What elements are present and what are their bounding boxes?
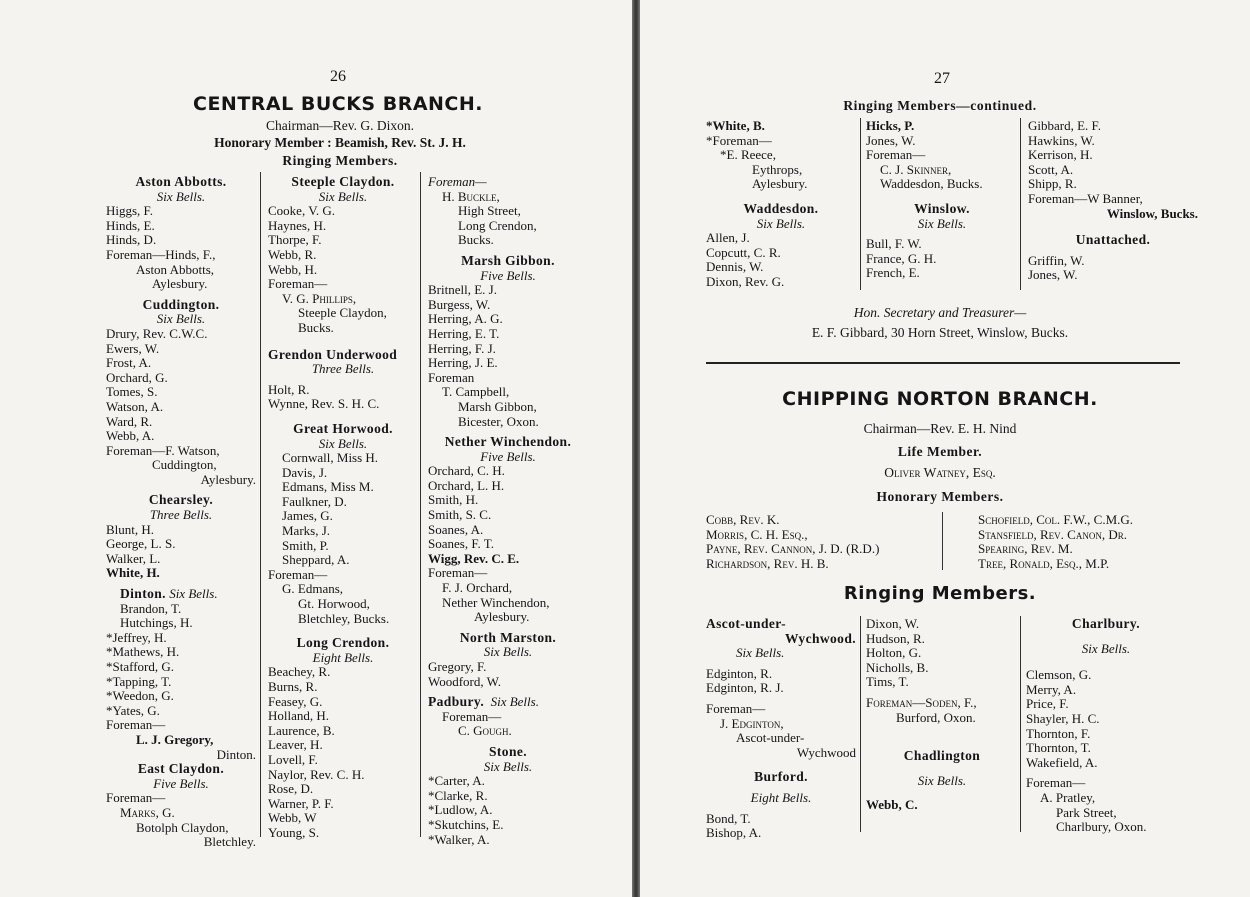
member-entry: Ward, R. [106, 413, 153, 429]
member-entry: Nicholls, B. [866, 659, 929, 675]
member-entry: Sheppard, A. [282, 552, 350, 568]
member-entry: Gregory, F. [428, 659, 487, 674]
foreman-label: Foreman— [106, 717, 166, 733]
member-entry: Jones, W. [1028, 267, 1078, 283]
member-entry: Herring, A. G. [428, 311, 503, 327]
member-entry: Dennis, W. [706, 259, 764, 275]
bells-label: Three Bells. [311, 361, 375, 377]
member-entry: White, H. [106, 565, 160, 581]
address-line: Long Crendon, [458, 217, 537, 233]
chairman-line: Chairman—Rev. G. Dixon. [266, 118, 414, 133]
member-entry: Herring, F. J. [428, 340, 496, 356]
address-line: Cuddington, [152, 457, 217, 473]
member-entry: Price, F. [1026, 696, 1069, 712]
column-divider [942, 512, 943, 570]
bells-label: Five Bells. [153, 775, 209, 791]
member-entry: Webb, C. [866, 797, 918, 813]
member-entry: Soanes, F. T. [428, 536, 495, 552]
member-entry: Tomes, S. [106, 384, 158, 400]
tower-heading: Cuddington. [142, 296, 220, 312]
member-entry: Marks, J. [282, 523, 331, 539]
member-entry: Lovell, F. [268, 751, 318, 767]
member-entry: Orchard, G. [106, 369, 168, 385]
member-entry: Thornton, F. [1026, 725, 1091, 741]
foreman-label: Foreman— [106, 790, 166, 806]
member-entry: Hinds, D. [106, 232, 157, 248]
member-entry: James, G. [282, 508, 333, 524]
member-entry: Hinds, E. [106, 217, 155, 233]
honorary-member: Richardson, Rev. H. B. [706, 555, 829, 571]
member-entry: Griffin, W. [1028, 252, 1085, 268]
member-entry: Shipp, R. [1028, 176, 1077, 192]
member-entry: Higgs, F. [106, 203, 153, 219]
member-entry: Tims, T. [866, 674, 909, 690]
ringing-members-heading: Ringing Members. [843, 583, 1037, 604]
honorary-member: Cobb, Rev. K. [706, 512, 780, 527]
tower-heading: North Marston. [459, 629, 557, 645]
address-line: Bletchley. [203, 834, 256, 850]
member-entry: Kerrison, H. [1028, 147, 1093, 163]
member-entry: Herring, E. T. [428, 325, 500, 341]
honorary-member: Schofield, Col. F.W., C.M.G. [978, 512, 1134, 527]
tower-heading: Chearsley. [148, 492, 214, 508]
foreman-name: H. Buckle, [442, 188, 500, 204]
foreman-name: F. J. Orchard, [442, 580, 513, 596]
member-entry: Feasey, G. [268, 693, 323, 709]
tower-heading: East Claydon. [137, 761, 225, 777]
address-line: Bucks. [298, 319, 334, 335]
foreman-name: *E. Reece, [720, 147, 776, 163]
hon-secretary-label: Hon. Secretary and Treasurer— [853, 305, 1027, 320]
column-divider [1020, 118, 1021, 290]
member-entry: Holland, H. [268, 708, 330, 724]
address-line: Aylesbury. [200, 471, 256, 487]
honorary-members-heading: Honorary Members. [876, 489, 1004, 504]
tower-heading: Wychwood. [785, 630, 856, 646]
member-entry: Holt, R. [268, 381, 310, 397]
address-line: Charlbury, Oxon. [1056, 819, 1147, 835]
member-entry: *Stafford, G. [106, 659, 175, 674]
foreman-label: Foreman— [442, 708, 502, 724]
tower-heading: Aston Abbotts. [135, 174, 227, 189]
member-entry: Davis, J. [282, 464, 328, 480]
member-entry: Soanes, A. [428, 521, 484, 537]
member-entry: Drury, Rev. C.W.C. [106, 325, 208, 341]
page-number: 26 [330, 68, 346, 85]
member-entry: *Walker, A. [428, 831, 490, 847]
member-entry: Haynes, H. [268, 217, 327, 233]
member-entry: Orchard, L. H. [428, 477, 505, 493]
address-line: Aylesbury. [752, 176, 808, 192]
address-line: High Street, [458, 203, 521, 219]
address-line: Eythrops, [752, 161, 803, 177]
member-entry: Smith, H. [428, 492, 479, 508]
honorary-member: Stansfield, Rev. Canon, Dr. [978, 526, 1127, 542]
branch-title: CENTRAL BUCKS BRANCH. [193, 93, 483, 115]
tower-heading: Dinton. [120, 586, 166, 602]
foreman-label: Foreman— [706, 700, 766, 716]
foreman-entry: Foreman—Soden, F., [866, 694, 977, 710]
bells-label: Six Bells. [736, 645, 785, 661]
address-line: Aylesbury. [152, 276, 208, 292]
bells-label: Six Bells. [156, 188, 206, 204]
member-entry: Jones, W. [866, 132, 916, 148]
foreman-label: Foreman— [268, 566, 328, 582]
bells-label: Six Bells. [169, 586, 218, 602]
address-line: Aylesbury. [474, 609, 530, 625]
bells-label: Five Bells. [480, 448, 536, 464]
tower-heading: Nether Winchendon. [444, 434, 572, 450]
address-line: Burford, Oxon. [896, 709, 976, 725]
members-column-3 [428, 175, 588, 847]
bells-label: Three Bells. [149, 507, 213, 523]
tower-heading: Winslow. [914, 200, 970, 216]
tower-heading: Long Crendon. [296, 635, 390, 651]
member-entry: *Tapping, T. [106, 673, 172, 689]
member-entry: *White, B. [706, 118, 765, 133]
member-entry: Hawkins, W. [1028, 132, 1095, 148]
foreman-name: C. J. Skinner, [880, 161, 952, 177]
member-entry: Brandon, T. [120, 600, 182, 616]
foreman-name: C. Gough. [458, 723, 512, 739]
member-entry: Allen, J. [706, 230, 750, 246]
member-entry: Burns, R. [268, 679, 318, 694]
member-entry: Webb, A. [106, 428, 155, 444]
member-entry: Edginton, R. J. [706, 680, 784, 696]
honorary-member-line: Honorary Member : Beamish, Rev. St. J. H. [214, 135, 466, 150]
address-line: Bicester, Oxon. [458, 413, 539, 429]
member-entry: Young, S. [268, 824, 320, 840]
bells-label: Six Bells. [490, 694, 539, 710]
column-divider [1020, 616, 1021, 832]
member-entry: Thornton, T. [1026, 740, 1091, 756]
member-entry: Rose, D. [268, 781, 314, 797]
member-entry: *Skutchins, E. [428, 816, 504, 832]
member-entry: France, G. H. [866, 250, 937, 266]
right-page [640, 0, 1250, 897]
member-entry: Faulkner, D. [282, 493, 347, 509]
member-entry: Bull, F. W. [866, 236, 922, 252]
page-number: 27 [934, 70, 950, 87]
honorary-member: Tree, Ronald, Esq., M.P. [978, 555, 1110, 571]
member-entry: Shayler, H. C. [1026, 710, 1100, 726]
column-divider [860, 616, 861, 832]
member-entry: French, E. [866, 265, 920, 281]
member-entry: Frost, A. [106, 355, 152, 371]
tower-heading: Waddesdon. [743, 200, 819, 216]
member-entry: Holton, G. [866, 645, 922, 661]
member-entry: Scott, A. [1028, 161, 1074, 177]
bells-label: Six Bells. [483, 758, 533, 774]
member-entry: Edmans, Miss M. [282, 479, 374, 495]
tower-heading: Ascot-under- [706, 616, 787, 631]
tower-heading: Marsh Gibbon. [461, 252, 555, 268]
column-divider [420, 172, 421, 837]
continued-column-3 [1028, 119, 1198, 283]
member-entry: Gibbard, E. F. [1028, 118, 1101, 133]
member-entry: *Clarke, R. [428, 787, 488, 803]
continued-heading: Ringing Members—continued. [843, 98, 1037, 113]
member-entry: Leaver, H. [268, 737, 323, 753]
bells-label: Six Bells. [756, 215, 806, 231]
member-entry: Warner, P. F. [268, 795, 334, 811]
chairman-line: Chairman—Rev. E. H. Nind [863, 421, 1017, 436]
tower-heading: Stone. [488, 743, 528, 759]
member-entry: Hutchings, H. [120, 615, 193, 631]
member-entry: Ewers, W. [106, 340, 160, 356]
tower-heading: Charlbury. [1071, 616, 1141, 631]
member-entry: Walker, L. [106, 550, 161, 566]
member-entry: Smith, S. C. [428, 507, 492, 523]
bells-label: Six Bells. [318, 435, 368, 451]
bells-label: Six Bells. [318, 188, 368, 204]
honorary-member: Payne, Rev. Cannon, J. D. (R.D.) [706, 541, 880, 557]
foreman-entry: Foreman—W Banner, [1028, 190, 1143, 206]
address-line: Ascot-under- [736, 730, 805, 746]
life-member-heading: Life Member. [897, 444, 983, 459]
bells-label: Six Bells. [917, 772, 967, 788]
address-line: Bucks. [458, 232, 494, 248]
address-line: Winslow, Bucks. [1106, 205, 1198, 221]
member-entry: Wakefield, A. [1026, 754, 1098, 770]
member-entry: Wigg, Rev. C. E. [428, 550, 520, 566]
bells-label: Eight Bells. [312, 649, 374, 665]
member-entry: Dixon, Rev. G. [706, 273, 785, 289]
column-divider [260, 172, 261, 837]
honorary-member: Morris, C. H. Esq., [706, 526, 808, 542]
address-line: Aston Abbotts, [136, 261, 215, 277]
foreman-name: T. Campbell, [442, 384, 510, 400]
member-entry: Orchard, C. H. [428, 463, 505, 479]
member-entry: *Mathews, H. [106, 644, 180, 660]
member-entry: Wynne, Rev. S. H. C. [268, 396, 380, 412]
foreman-label: Foreman— [1026, 775, 1086, 791]
continued-column-2 [866, 119, 1018, 281]
foreman-label: Foreman— [428, 565, 488, 581]
column-divider [860, 118, 861, 290]
members-column-2 [268, 175, 418, 841]
tower-heading: Burford. [754, 769, 808, 785]
member-entry: Woodford, W. [428, 673, 501, 689]
member-entry: Hicks, P. [866, 118, 915, 133]
honorary-members-right [978, 513, 1188, 571]
member-entry: Merry, A. [1026, 681, 1077, 697]
foreman-name: J. Edginton, [720, 715, 784, 731]
section-divider [706, 362, 1180, 364]
address-line: Wychwood [796, 744, 856, 760]
member-entry: Thorpe, F. [268, 232, 322, 248]
address-line: Nether Winchendon, [442, 594, 550, 610]
member-entry: Laurence, B. [268, 722, 335, 738]
ringing-column-2 [866, 617, 1018, 813]
member-entry: *Jeffrey, H. [106, 629, 167, 645]
bells-label: Six Bells. [917, 215, 967, 231]
address-line: Marsh Gibbon, [458, 398, 537, 414]
address-line: Park Street, [1056, 804, 1117, 820]
foreman-name: V. G. Phillips, [282, 290, 357, 306]
foreman-label: Foreman— [268, 276, 328, 292]
honorary-member: Spearing, Rev. M. [978, 541, 1073, 557]
bells-label: Six Bells. [156, 311, 206, 327]
foreman-name: G. Edmans, [282, 581, 344, 597]
ringing-column-3 [1026, 617, 1186, 835]
member-entry: Smith, P. [282, 537, 329, 553]
section-heading: Unattached. [1075, 232, 1151, 248]
foreman-name: Marks, G. [120, 804, 175, 820]
ringing-members-heading: Ringing Members. [282, 153, 398, 168]
bells-label: Six Bells. [1081, 640, 1131, 656]
member-entry: Webb, W [268, 810, 317, 826]
foreman-label: Foreman— [428, 174, 487, 189]
member-entry: Blunt, H. [106, 521, 155, 537]
member-entry: Edginton, R. [706, 665, 773, 681]
foreman-name: L. J. Gregory, [136, 731, 214, 747]
tower-heading: Grendon Underwood [268, 346, 398, 362]
member-entry: Clemson, G. [1026, 667, 1092, 683]
member-entry: Webb, R. [268, 246, 317, 262]
member-entry: Watson, A. [106, 398, 164, 414]
member-entry: Dixon, W. [866, 616, 920, 631]
continued-column-1 [706, 119, 856, 290]
branch-title: CHIPPING NORTON BRANCH. [782, 388, 1098, 410]
bells-label: Six Bells. [483, 644, 533, 660]
member-entry: Britnell, E. J. [428, 282, 497, 298]
member-entry: Bond, T. [706, 810, 751, 826]
foreman-entry: Foreman—F. Watson, [106, 442, 220, 458]
address-line: Dinton. [216, 746, 256, 762]
member-entry: Bishop, A. [706, 825, 762, 841]
member-entry: *Ludlow, A. [428, 802, 493, 818]
tower-heading: Chadlington [903, 748, 981, 764]
tower-heading: Steeple Claydon. [291, 174, 395, 189]
members-column-1 [106, 175, 256, 850]
address-line: Botolph Claydon, [136, 819, 229, 835]
member-entry: George, L. S. [106, 536, 176, 552]
member-entry: Copcutt, C. R. [706, 244, 781, 260]
address-line: Steeple Claydon, [298, 305, 387, 321]
bells-label: Five Bells. [480, 267, 536, 283]
member-entry: Hudson, R. [866, 630, 925, 646]
life-member-name: Oliver Watney, Esq. [884, 465, 996, 480]
honorary-members-left [706, 513, 938, 571]
member-entry: Cornwall, Miss H. [282, 450, 379, 466]
foreman-name: A. Pratley, [1040, 789, 1096, 805]
member-entry: *Weedon, G. [106, 688, 174, 704]
address-line: Waddesdon, Bucks. [880, 176, 983, 192]
member-entry: Beachey, R. [268, 664, 331, 680]
address-line: Gt. Horwood, [298, 596, 370, 612]
ringing-column-1 [706, 617, 856, 841]
foreman-label: *Foreman— [706, 132, 772, 148]
member-entry: *Carter, A. [428, 773, 485, 789]
address-line: Bletchley, Bucks. [298, 610, 390, 626]
member-entry: Herring, J. E. [428, 355, 498, 371]
member-entry: Naylor, Rev. C. H. [268, 766, 365, 782]
bells-label: Eight Bells. [750, 789, 812, 805]
member-entry: Webb, H. [268, 261, 318, 277]
tower-heading: Padbury. [428, 694, 485, 710]
member-entry: Cooke, V. G. [268, 203, 336, 219]
member-entry: Burgess, W. [428, 296, 491, 312]
foreman-label: Foreman [428, 369, 475, 385]
foreman-entry: Foreman—Hinds, F., [106, 246, 216, 262]
hon-secretary-name: E. F. Gibbard, 30 Horn Street, Winslow, Bucks. [811, 325, 1069, 340]
member-entry: *Yates, G. [106, 702, 160, 718]
tower-heading: Great Horwood. [293, 420, 393, 436]
foreman-label: Foreman— [866, 147, 926, 163]
